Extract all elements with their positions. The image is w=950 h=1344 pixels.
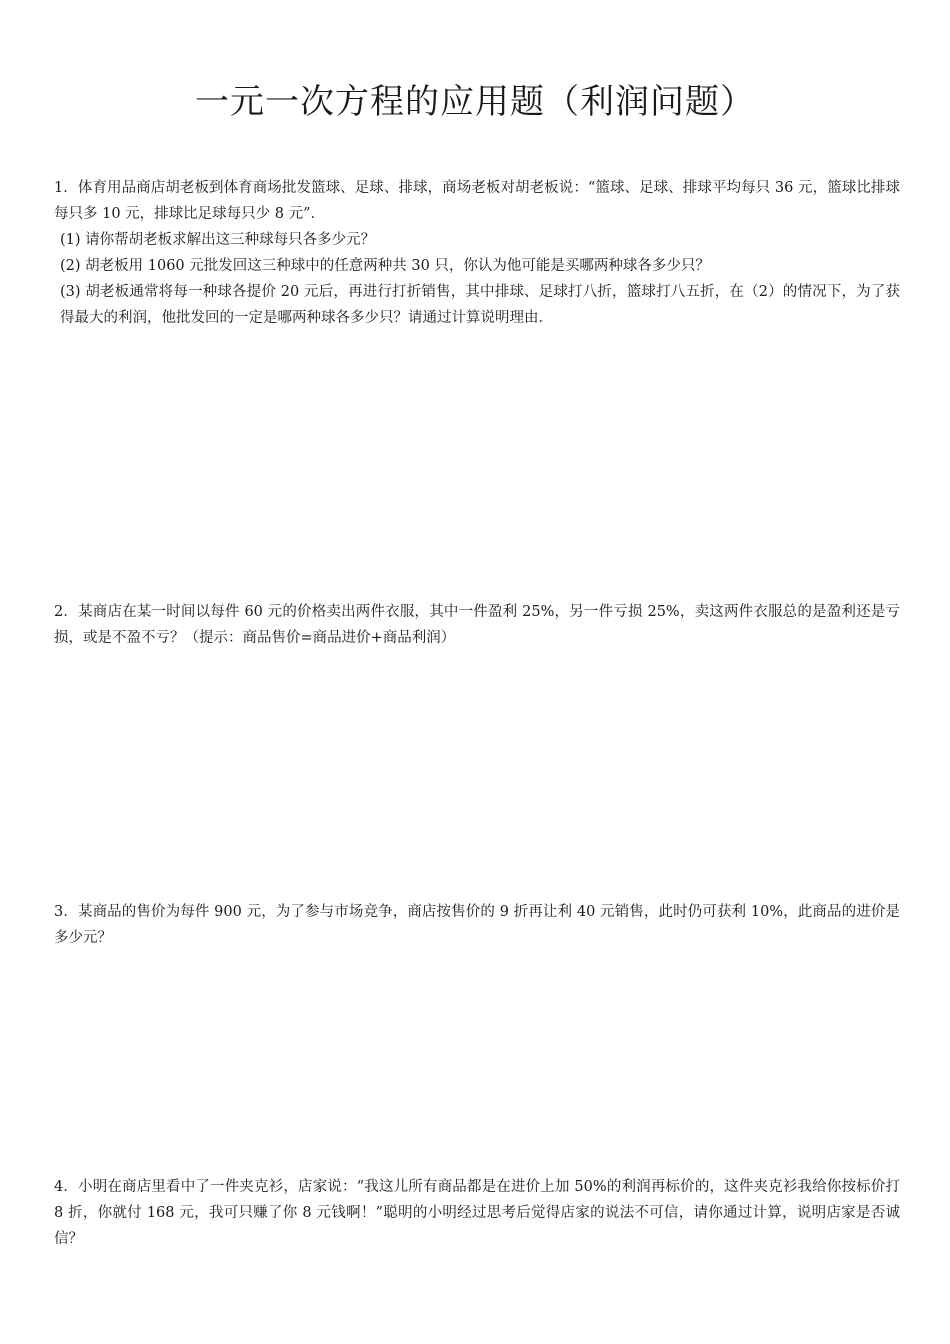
problem-3 — [54, 899, 900, 951]
problem-3-text: 3．某商品的售价为每件 900 元，为了参与市场竞争，商店按售价的 9 折再让利 40 元销售，此时仍可获利 10%，此商品的进价是多少元？ — [54, 904, 900, 946]
problem-4-text: 4．小明在商店里看中了一件夹克衫，店家说：“我这儿所有商品都是在进价上加 50%的利润再标价的，这件夹克衫我给你按标价打 8 折，你就付 168 元，我可只赚了你 8 元钱啊！”聪明的小明经过思考后觉得店家的说法不可信，请你通过计算，说明店家是否诚信？ — [54, 1179, 900, 1247]
problem-1-text: 1．体育用品商店胡老板到体育商场批发篮球、足球、排球，商场老板对胡老板说：“篮球、足球、排球平均每只 36 元，篮球比排球每只多 10 元，排球比足球每只少 8 元”． — [54, 180, 900, 222]
problem-2 — [54, 599, 900, 651]
problem-2-text: 2．某商店在某一时间以每件 60 元的价格卖出两件衣服，其中一件盈利 25%，另一件亏损 25%，卖这两件衣服总的是盈利还是亏损，或是不盈不亏？（提示：商品售价=商品进价+商品利润） — [54, 604, 900, 646]
problem-1 — [54, 175, 900, 331]
problem-1-part-2: (2) 胡老板用 1060 元批发回这三种球中的任意两种共 30 只，你认为他可能是买哪两种球各多少只？ — [60, 258, 710, 274]
page-title: 一元一次方程的应用题（利润问题） — [195, 82, 755, 122]
problem-1-part-3: (3) 胡老板通常将每一种球各提价 20 元后，再进行打折销售，其中排球、足球打八折，篮球打八五折，在（2）的情况下，为了获得最大的利润，他批发回的一定是哪两种球各多少只？请通过计算说明理由． — [60, 284, 900, 326]
problem-4 — [54, 1174, 900, 1252]
problem-1-part-1: (1) 请你帮胡老板求解出这三种球每只各多少元？ — [60, 232, 376, 248]
